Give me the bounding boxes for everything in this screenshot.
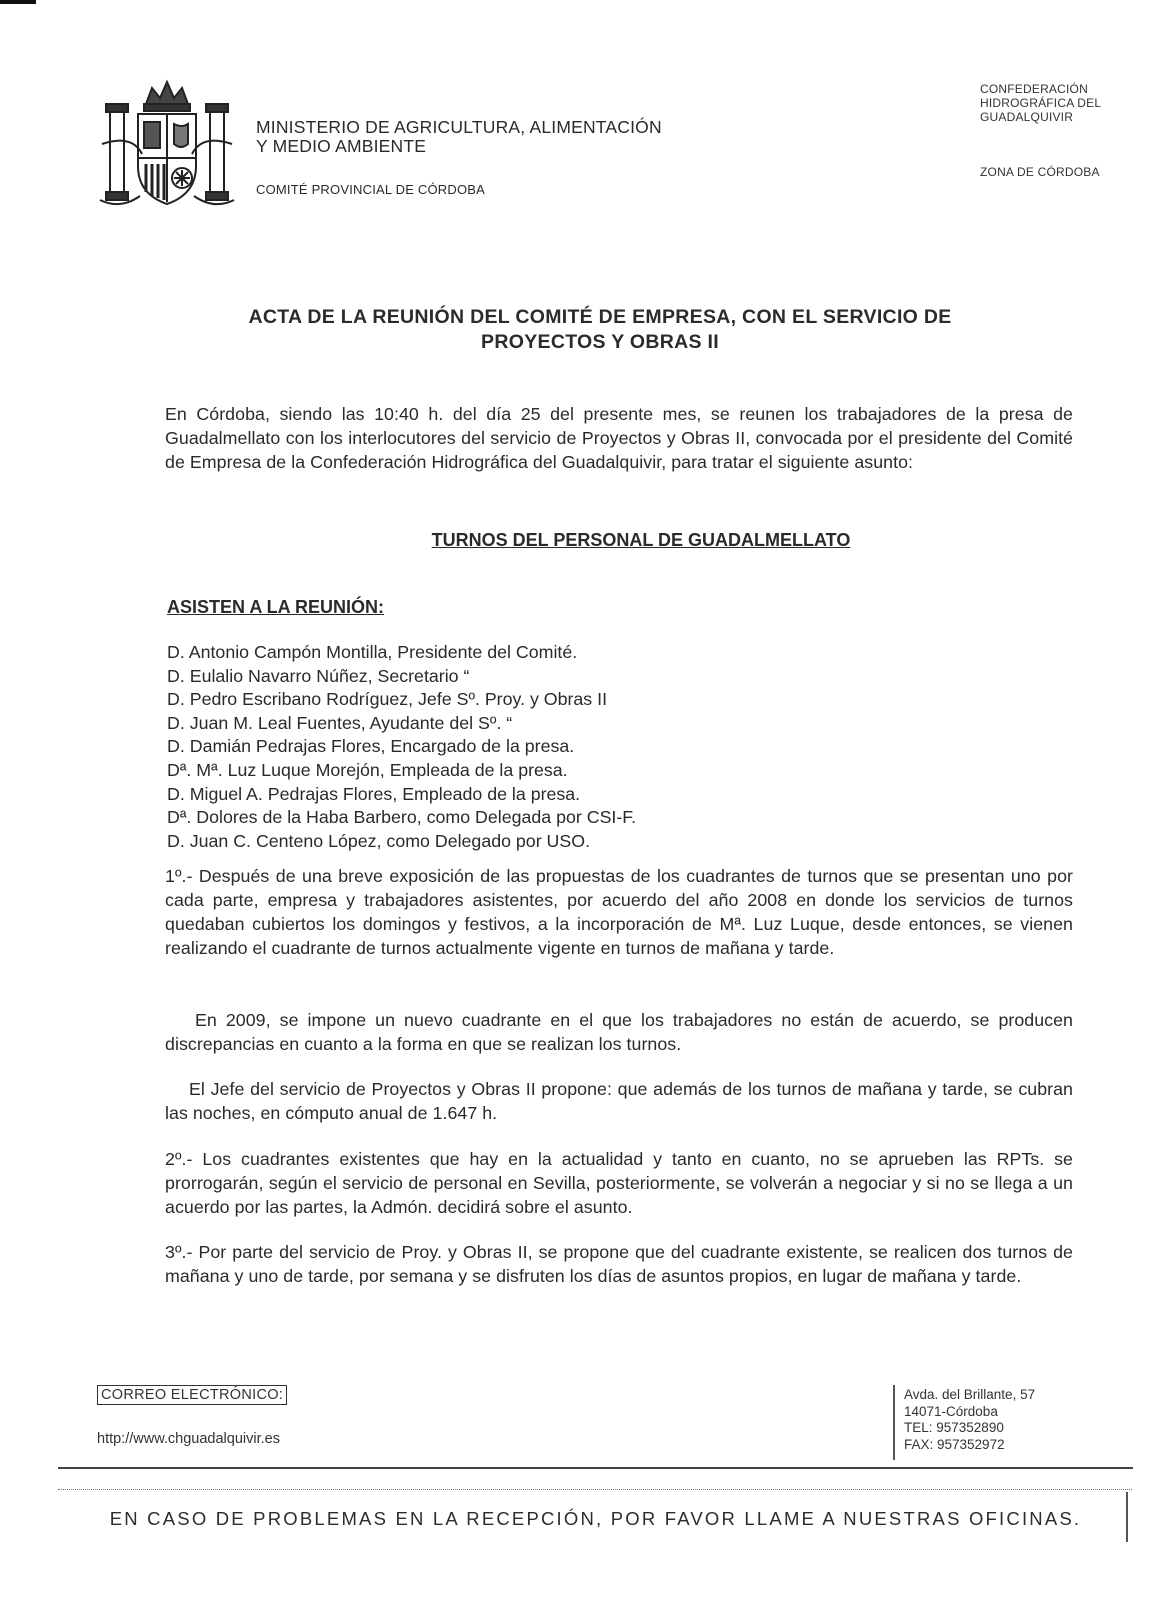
attendee-item: D. Juan C. Centeno López, como Delegado por USO. <box>167 830 591 851</box>
attendee-item: D. Juan M. Leal Fuentes, Ayudante del Sº. “ <box>167 712 513 733</box>
scan-corner-mark <box>0 0 36 4</box>
coat-of-arms-icon <box>96 74 238 214</box>
address-line-2: 14071-Córdoba <box>904 1403 998 1419</box>
attendees-list <box>167 641 636 853</box>
confed-line-1: CONFEDERACIÓN <box>980 82 1088 96</box>
confed-line-2: HIDROGRÁFICA DEL <box>980 96 1102 110</box>
point-3-paragraph: 3º.- Por parte del servicio de Proy. y Obras II, se propone que del cuadrante existente, se realicen dos turnos de mañana y uno de tarde, por semana y se disfruten los días de asuntos propios, en lugar de mañana y tarde. <box>165 1242 1073 1286</box>
ministry-line-1: MINISTERIO DE AGRICULTURA, ALIMENTACIÓN <box>256 117 662 137</box>
telephone: TEL: 957352890 <box>904 1420 1004 1435</box>
attendees-heading: ASISTEN A LA REUNIÓN: <box>167 597 385 617</box>
title-line-2: PROYECTOS Y OBRAS II <box>481 331 719 353</box>
confederation-name <box>980 82 1101 124</box>
attendee-item: D. Damián Pedrajas Flores, Encargado de la presa. <box>167 736 575 757</box>
title-line-1: ACTA DE LA REUNIÓN DEL COMITÉ DE EMPRESA, CON EL SERVICIO DE <box>248 306 952 328</box>
office-address <box>904 1387 1035 1453</box>
fax: FAX: 957352972 <box>904 1436 1005 1452</box>
attendee-item: Dª. Mª. Luz Luque Morejón, Empleada de la presa. <box>167 759 568 780</box>
point-1-paragraph: 1º.- Después de una breve exposición de las propuestas de los cuadrantes de turnos que se presentan uno por cada parte, empresa y trabajadores asistentes, por acuerdo del año 2008 en donde los servicios de turnos quedaban cubiertos los domingos y festivos, a la incorporación de Mª. Luz Luque, desde entonces, se vienen realizando el cuadrante de turnos actualmente vigente en turnos de mañana y tarde. <box>165 866 1073 958</box>
ministry-name <box>256 118 662 156</box>
attendee-item: D. Miguel A. Pedrajas Flores, Empleado de la presa. <box>167 783 581 804</box>
website-link[interactable]: http://www.chguadalquivir.es <box>97 1431 280 1447</box>
document-title <box>150 305 1050 355</box>
point-1b-paragraph: En 2009, se impone un nuevo cuadrante en el que los trabajadores no están de acuerdo, se producen discrepancias en cuanto a la forma en que se realizan los turnos. <box>165 1010 1073 1054</box>
attendee-item: D. Eulalio Navarro Núñez, Secretario “ <box>167 665 470 686</box>
meeting-subject: TURNOS DEL PERSONAL DE GUADALMELLATO <box>431 530 851 550</box>
reception-notice: EN CASO DE PROBLEMAS EN LA RECEPCIÓN, POR FAVOR LLAME A NUESTRAS OFICINAS. <box>109 1508 1082 1529</box>
attendee-item: D. Pedro Escribano Rodríguez, Jefe Sº. Proy. y Obras II <box>167 689 608 710</box>
address-line-1: Avda. del Brillante, 57 <box>904 1387 1036 1402</box>
zone-name: ZONA DE CÓRDOBA <box>980 165 1100 179</box>
intro-paragraph: En Córdoba, siendo las 10:40 h. del día 25 del presente mes, se reunen los trabajadores de la presa de Guadalmellato con los interlocutores del servicio de Proyectos y Obras II, convocada por el presidente del Comité de Empresa de la Confederación Hidrográfica del Guadalquivir, para tratar el siguiente asunto: <box>165 404 1073 472</box>
email-label: CORREO ELECTRÓNICO: <box>97 1385 287 1405</box>
attendee-item: Dª. Dolores de la Haba Barbero, como Delegada por CSI-F. <box>167 807 637 828</box>
confed-line-3: GUADALQUIVIR <box>980 110 1074 124</box>
footer-rule <box>58 1467 1133 1469</box>
committee-name: COMITÉ PROVINCIAL DE CÓRDOBA <box>256 182 486 197</box>
attendee-item: D. Antonio Campón Montilla, Presidente del Comité. <box>167 642 578 662</box>
point-2-paragraph: 2º.- Los cuadrantes existentes que hay en la actualidad y tanto en cuanto, no se aprueben las RPTs. se prorrogarán, según el servicio de personal en Sevilla, posteriormente, se volverán a negociar y si no se llega a un acuerdo por las partes, la Admón. decidirá sobre el asunto. <box>165 1149 1073 1217</box>
ministry-line-2: Y MEDIO AMBIENTE <box>256 136 427 156</box>
footer-divider <box>893 1385 895 1460</box>
point-1c-paragraph: El Jefe del servicio de Proyectos y Obras II propone: que además de los turnos de mañana y tarde, se cubran las noches, en cómputo anual de 1.647 h. <box>165 1079 1073 1123</box>
